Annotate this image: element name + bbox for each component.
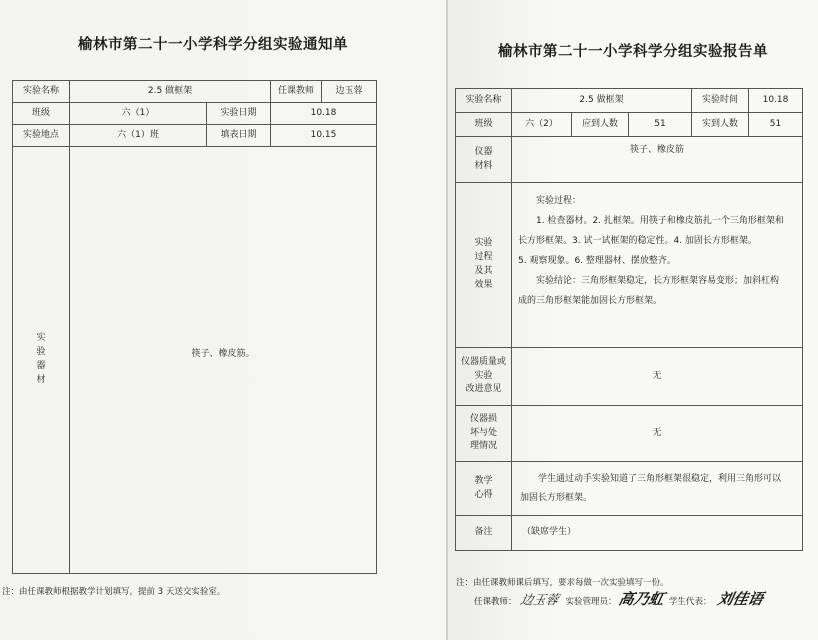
- report-table: [455, 88, 803, 551]
- report-label-experiment-name: 实验名称: [456, 89, 512, 113]
- report-page: [448, 0, 818, 640]
- notice-label-fill-date: 填表日期: [207, 125, 271, 147]
- process-line-3: 5. 观察现象。6. 整理器材、摆放整齐。: [518, 256, 676, 266]
- process-heading: 实验过程：: [536, 196, 582, 206]
- notice-equipment: 筷子、橡皮筋。: [70, 147, 377, 574]
- conclusion-line-2: 成的三角形框架能加固长方形框架。: [518, 296, 663, 306]
- report-class: 六（2）: [512, 113, 572, 137]
- teacher-sign-label: 任课教师：: [474, 597, 517, 607]
- report-label-expected: 应到人数: [572, 113, 629, 137]
- notice-fill-date: 10.15: [271, 125, 377, 147]
- notice-label-class: 班级: [13, 103, 70, 125]
- report-footnote: 注：由任课教师课后填写，要求每做一次实验填写一份。: [456, 578, 669, 588]
- report-label-materials: 仪器 材料: [456, 137, 512, 183]
- report-quality: 无: [512, 348, 803, 406]
- report-experiment-name: 2.5 做框架: [512, 89, 692, 113]
- report-label-quality: 仪器质量或 实验 改进意见: [456, 348, 512, 406]
- report-label-time: 实验时间: [692, 89, 749, 113]
- notice-teacher: 边玉蓉: [322, 81, 377, 103]
- notice-class: 六（1）: [70, 103, 207, 125]
- process-line-1: 1. 检查器材。2. 扎框架。用筷子和橡皮筋扎一个三角形框架和: [536, 216, 784, 226]
- report-damage: 无: [512, 406, 803, 462]
- report-label-actual: 实到人数: [692, 113, 749, 137]
- report-label-class: 班级: [456, 113, 512, 137]
- teacher-signature: 边玉蓉: [519, 592, 561, 607]
- conclusion-line-1: 实验结论：三角形框架稳定，长方形框架容易变形；加斜杠构: [536, 276, 780, 286]
- notice-label-date: 实验日期: [207, 103, 271, 125]
- report-label-damage: 仪器损 坏与处 理情况: [456, 406, 512, 462]
- notice-title: 榆林市第二十一小学科学分组实验通知单: [78, 37, 348, 53]
- report-process: [512, 183, 803, 348]
- notice-date: 10.18: [271, 103, 377, 125]
- notice-label-location: 实验地点: [13, 125, 70, 147]
- notice-experiment-name: 2.5 做框架: [70, 81, 271, 103]
- report-materials: 筷子、橡皮筋: [512, 137, 803, 183]
- manager-sign-label: 实验管理员：: [565, 597, 617, 607]
- report-actual: 51: [749, 113, 803, 137]
- student-signature: 刘佳语: [716, 590, 765, 608]
- report-time: 10.18: [749, 89, 803, 113]
- signature-row: [474, 588, 763, 609]
- report-remarks: （缺席学生）: [512, 516, 803, 551]
- report-expected: 51: [629, 113, 692, 137]
- student-sign-label: 学生代表：: [668, 597, 712, 607]
- notice-label-experiment-name: 实验名称: [13, 81, 70, 103]
- reflection-line-2: 加固长方形框架。: [520, 492, 593, 503]
- notice-footnote: 注：由任课教师根据教学计划填写，提前 3 天送交实验室。: [2, 587, 226, 597]
- notice-table: [12, 80, 377, 574]
- report-label-remarks: 备注: [456, 516, 512, 551]
- notice-label-equipment: 实 验 器 材: [13, 147, 70, 574]
- notice-location: 六（1）班: [70, 125, 207, 147]
- notice-label-teacher: 任课教师: [271, 81, 322, 103]
- manager-signature: 高乃虹: [617, 590, 666, 608]
- process-line-2: 长方形框架。3. 试一试框架的稳定性。4. 加固长方形框架。: [518, 236, 757, 246]
- reflection-line-1: 学生通过动手实验知道了三角形框架很稳定，利用三角形可以: [538, 473, 782, 484]
- report-reflection: [512, 462, 803, 516]
- report-title: 榆林市第二十一小学科学分组实验报告单: [498, 44, 768, 60]
- report-label-reflection: 教学 心得: [456, 462, 512, 516]
- report-label-process: 实验 过程 及其 效果: [456, 183, 512, 348]
